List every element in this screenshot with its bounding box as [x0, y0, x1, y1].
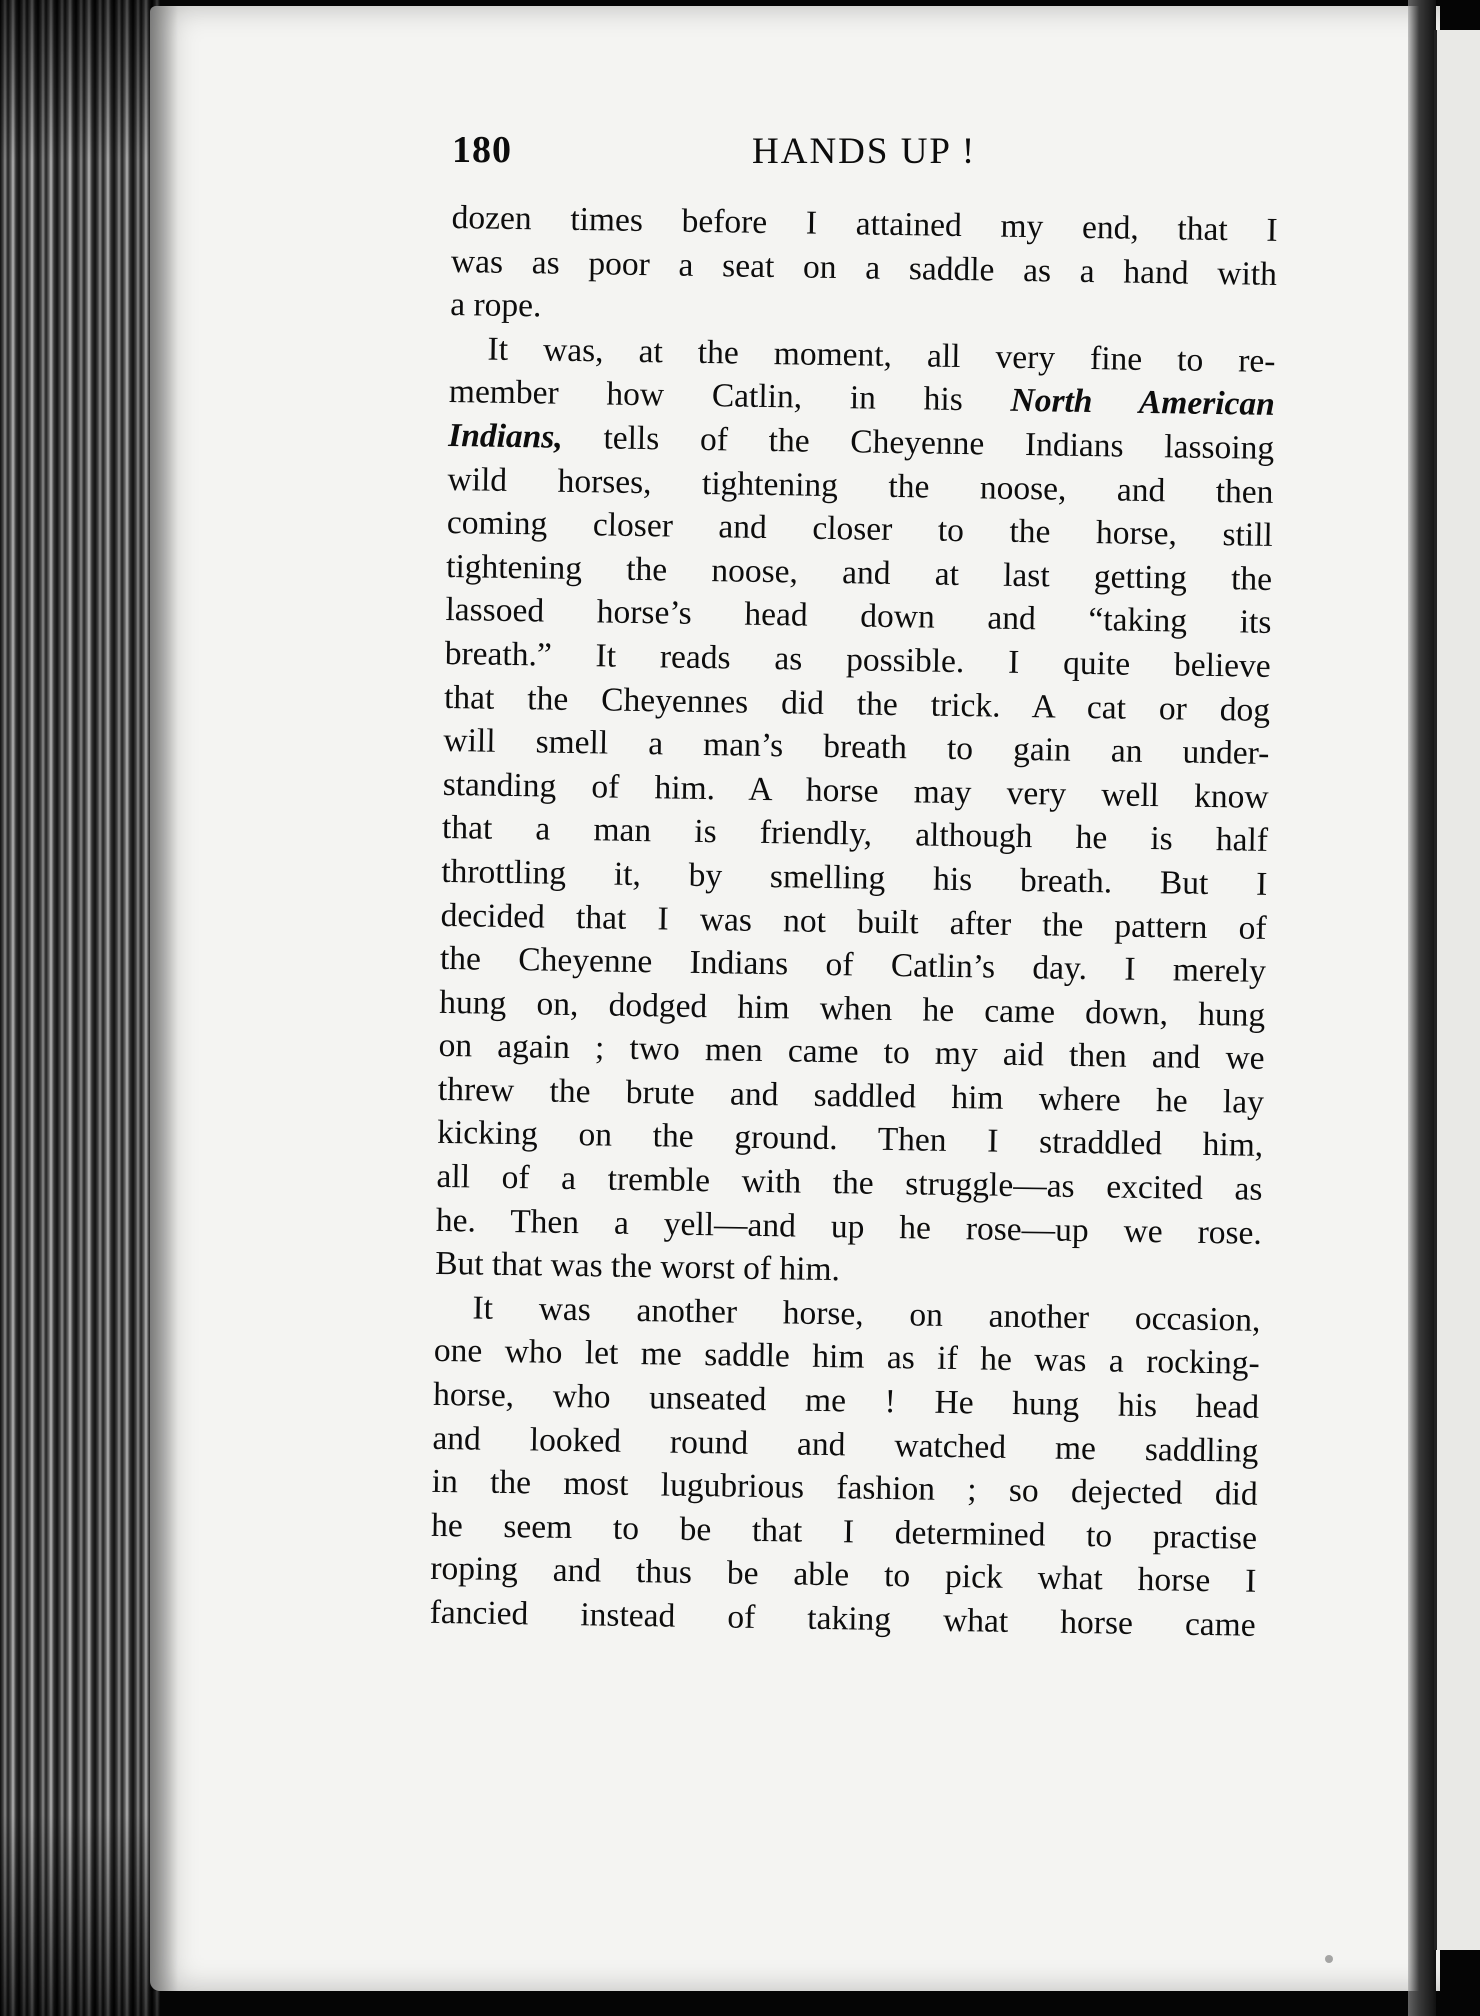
- line-text: dozen times before I attained my end, that I: [451, 198, 1278, 249]
- running-title: HANDS UP !: [752, 131, 977, 172]
- page-smudge: [1325, 1955, 1333, 1963]
- line-text: one who let me saddle him as if he was a rocking-: [433, 1332, 1261, 1383]
- line-text: throttling it, by smelling his breath. But I: [441, 852, 1268, 903]
- line-text: standing of him. A horse may very well know: [442, 765, 1269, 816]
- line-text: the Cheyenne Indians of Catlin’s day. I merely: [439, 940, 1267, 990]
- line-text: decided that I was not built after the pattern of: [440, 896, 1267, 947]
- line-text: fancied instead of taking what horse came: [429, 1593, 1256, 1644]
- line-text: that the Cheyennes did the trick. A cat or dog: [443, 678, 1271, 729]
- line-text: and looked round and watched me saddling: [432, 1419, 1259, 1470]
- line-text: roping and thus be able to pick what horse I: [430, 1550, 1257, 1601]
- line-text: all of a tremble with the struggle—as excited as: [436, 1157, 1263, 1208]
- page-number: 180: [452, 129, 512, 171]
- line-text: coming closer and closer to the horse, still: [446, 504, 1274, 555]
- line-text: member how Catlin, in his: [448, 373, 1011, 420]
- line-text: It was another horse, on another occasion,: [472, 1289, 1261, 1339]
- line-text: wild horses, tightening the noose, and then: [447, 460, 1274, 511]
- line-text: a rope.: [450, 286, 542, 325]
- line-text: breath.” It reads as possible. I quite believe: [444, 634, 1272, 685]
- line-text: that a man is friendly, although he is half: [441, 809, 1269, 860]
- line-text: hung on, dodged him when he came down, hung: [439, 983, 1266, 1034]
- line-text: will smell a man’s breath to gain an under-: [443, 722, 1270, 773]
- line-text: he seem to be that I determined to practise: [430, 1506, 1258, 1557]
- line-text: kicking on the ground. Then I straddled him,: [436, 1114, 1264, 1165]
- book-title-italic: North American: [1010, 382, 1276, 424]
- line-text: lassoed horse’s head down and “taking its: [445, 591, 1272, 642]
- book-gutter-shadow: [1408, 0, 1436, 2016]
- line-text: he. Then a yell—and up he rose—up we rose.: [435, 1201, 1263, 1252]
- line-text: in the most lugubrious fashion ; so dejected did: [431, 1463, 1258, 1514]
- book-title-italic: Indians,: [447, 416, 564, 456]
- line-text: It was, at the moment, all very fine to re-: [487, 330, 1276, 380]
- line-text: threw the brute and saddled him where he lay: [437, 1070, 1265, 1121]
- line-text: on again ; two men came to my aid then and we: [438, 1027, 1265, 1078]
- body-text: [429, 196, 1277, 1647]
- line-text: But that was the worst of him.: [434, 1245, 841, 1289]
- book-page-edges: [0, 0, 160, 2016]
- line-text: was as poor a seat on a saddle as a hand with: [450, 242, 1278, 293]
- page-header: [452, 128, 1312, 188]
- line-text: horse, who unseated me ! He hung his head: [432, 1375, 1260, 1426]
- facing-page-edge: [1434, 30, 1480, 1950]
- line-text: tells of the Cheyenne Indians lassoing: [562, 418, 1275, 467]
- line-text: tightening the noose, and at last getting the: [445, 547, 1273, 598]
